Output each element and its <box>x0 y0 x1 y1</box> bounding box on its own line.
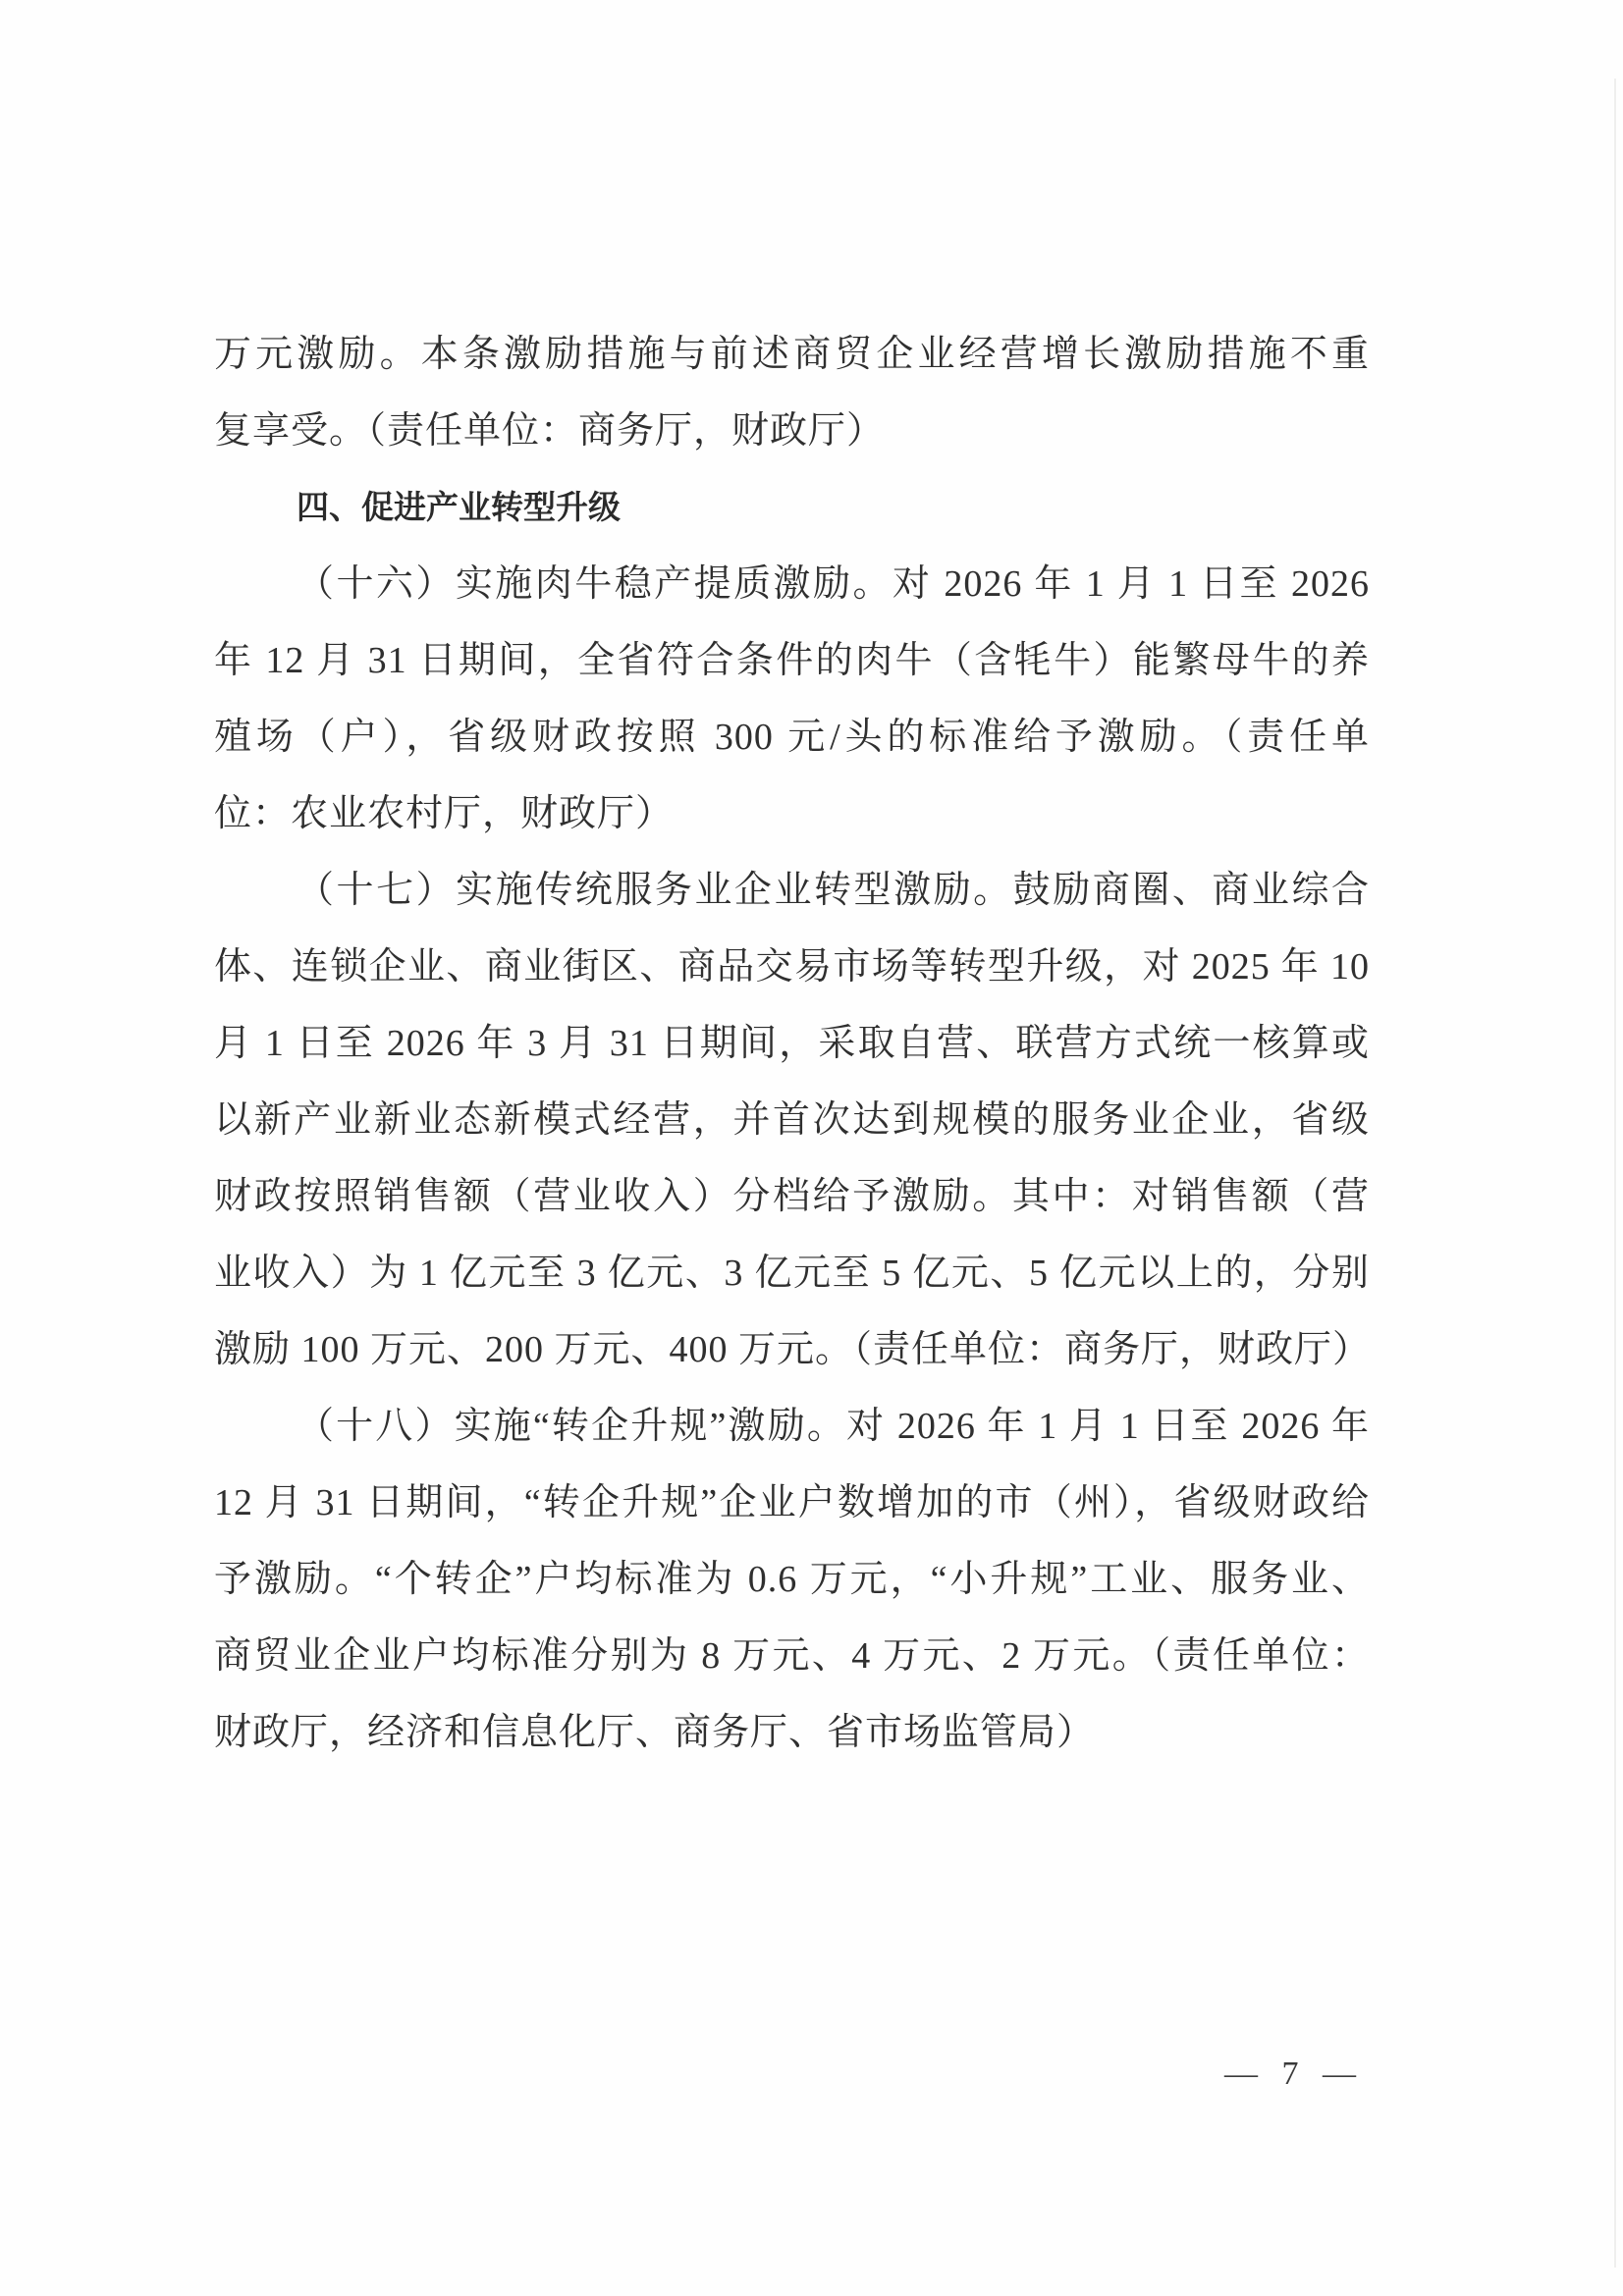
document-line: （十六）实施肉牛稳产提质激励。对 2026 年 1 月 1 日至 2026 <box>297 563 1370 605</box>
document-line: 月 1 日至 2026 年 3 月 31 日期间，采取自营、联营方式统一核算或 <box>214 1023 1370 1064</box>
document-line: 殖场（户），省级财政按照 300 元/头的标准给予激励。（责任单 <box>214 717 1370 758</box>
document-line: 财政按照销售额（营业收入）分档给予激励。其中：对销售额（营 <box>214 1176 1370 1217</box>
document-line: 体、连锁企业、商业街区、商品交易市场等转型升级，对 2025 年 10 <box>214 946 1370 988</box>
document-line: 复享受。（责任单位：商务厅，财政厅） <box>214 410 886 452</box>
document-line: 万元激励。本条激励措施与前述商贸企业经营增长激励措施不重 <box>214 334 1370 375</box>
document-body <box>214 316 1370 1771</box>
scan-edge-artifact <box>1614 79 1616 2268</box>
section-heading: 四、促进产业转型升级 <box>297 488 621 526</box>
document-line: （十七）实施传统服务业企业转型激励。鼓励商圈、商业综合 <box>297 870 1370 911</box>
document-line: 业收入）为 1 亿元至 3 亿元、3 亿元至 5 亿元、5 亿元以上的，分别 <box>214 1253 1370 1294</box>
document-line: 财政厅，经济和信息化厅、商务厅、省市场监管局） <box>214 1712 1096 1753</box>
document-line: 以新产业新业态新模式经营，并首次达到规模的服务业企业，省级 <box>214 1099 1370 1141</box>
document-line: 予激励。“个转企”户均标准为 0.6 万元，“小升规”工业、服务业、 <box>214 1559 1370 1600</box>
document-line: 商贸业企业户均标准分别为 8 万元、4 万元、2 万元。（责任单位： <box>214 1635 1370 1677</box>
document-line: 12 月 31 日期间，“转企升规”企业户数增加的市（州），省级财政给 <box>214 1482 1370 1523</box>
document-line: 位：农业农村厅，财政厅） <box>214 793 675 834</box>
document-line: （十八）实施“转企升规”激励。对 2026 年 1 月 1 日至 2026 年 <box>297 1406 1370 1447</box>
page-number: — 7 — <box>1224 2056 1364 2092</box>
document-line: 年 12 月 31 日期间，全省符合条件的肉牛（含牦牛）能繁母牛的养 <box>214 640 1370 681</box>
document-line: 激励 100 万元、200 万元、400 万元。（责任单位：商务厅，财政厅） <box>214 1329 1372 1370</box>
